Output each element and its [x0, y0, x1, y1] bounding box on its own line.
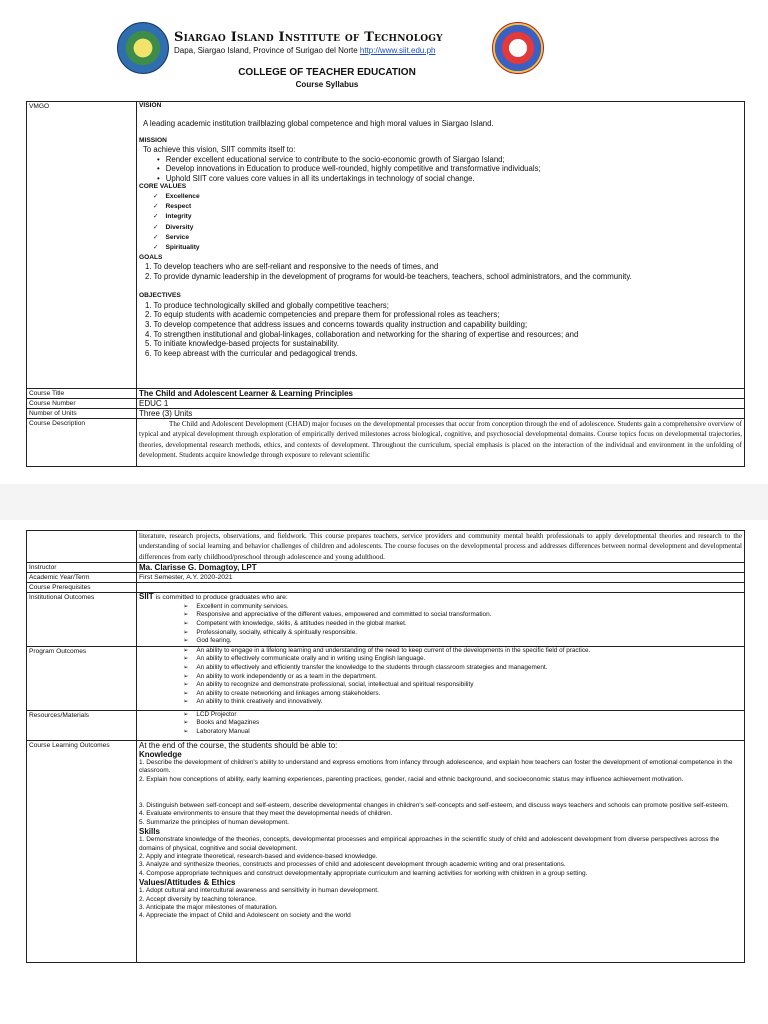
program-outcomes-label: Program Outcomes [27, 646, 137, 710]
course-number-value: EDUC 1 [137, 399, 745, 409]
io-intro-text: is committed to produce graduates who are: [153, 594, 288, 602]
course-description-cell [137, 419, 745, 467]
syllabus-page-1 [0, 0, 768, 484]
instructor-label: Instructor [27, 563, 137, 573]
objective-item: 1. To produce technologically skilled and globally competitive teachers; [145, 300, 389, 310]
prerequisites-label: Course Prerequisites [27, 583, 137, 593]
course-title-value: The Child and Adolescent Learner & Learning Principles [137, 389, 745, 399]
mission-item: • Render excellent educational service to contribute to the socio-economic growth of Siargao Island; [157, 155, 744, 165]
goal-item: 2. To provide dynamic leadership in the development of programs for would-be teachers, teachers, school administrators, and the community. [145, 271, 632, 281]
course-title-label: Course Title [27, 389, 137, 399]
address-text: Dapa, Siargao Island, Province of Surigao del Norte [174, 46, 358, 55]
school-name: Siargao Island Institute of Technology [174, 30, 443, 45]
program-outcome-item: ➢ An ability to think creatively and innovatively. [183, 698, 744, 707]
core-value-item: ✓ Respect [153, 202, 744, 212]
core-values-list [139, 192, 744, 254]
institutional-outcome-item: ➢ Excellent in community services. [183, 603, 744, 612]
program-outcomes-list [139, 647, 744, 707]
objective-item: 6. To keep abreast with the curricular and pedagogical trends. [145, 348, 358, 358]
school-address [174, 46, 436, 55]
core-value-item: ✓ Service [153, 233, 744, 243]
institutional-outcome-item: ➢ Responsive and appreciative of the different values, empowered and committed to social transformation. [183, 611, 744, 620]
knowledge-item: 1. Describe the development of children's ability to understand and express emotions from infancy through adolescence, and explain how teachers can foster the development of emotional competence in the classroom. [139, 759, 733, 775]
mission-intro: To achieve this vision, SIIT commits itself to: [143, 145, 296, 154]
resources-cell [137, 710, 745, 740]
resources-list [139, 711, 744, 737]
prerequisites-value [137, 583, 745, 593]
institutional-outcome-item: ➢ Competent with knowledge, skills, & attitudes needed in the global market. [183, 620, 744, 629]
units-label: Number of Units [27, 409, 137, 419]
value-item: 2. Accept diversity by teaching tolerance. [139, 895, 257, 903]
value-item: 3. Anticipate the major milestones of maturation. [139, 903, 278, 911]
vmgo-content [137, 102, 745, 389]
mission-item: • Uphold SIIT core values core values in all its undertakings in technology of social change. [157, 174, 744, 184]
skill-item: 2. Apply and integrate theoretical, research-based and evidence-based knowledge. [139, 852, 378, 860]
vision-text: A leading academic institution trailblazing global competence and high moral values in Siargao Island. [143, 118, 494, 128]
goals-title: GOALS [139, 253, 163, 261]
mission-title: MISSION [139, 136, 167, 144]
objectives-title: OBJECTIVES [139, 292, 181, 300]
knowledge-item: 2. Explain how conceptions of ability, early learning experiences, parenting practices, gender, racial and ethnic background, and socioeconomic status may influence achievement motivation. [139, 775, 684, 783]
program-outcome-item: ➢ An ability to create networking and linkages among stakeholders. [183, 690, 744, 699]
institutional-outcome-item: ➢ Professionally, socially, ethically & spiritually responsible. [183, 629, 744, 638]
objective-item: 3. To develop competence that address issues and concerns towards quality instruction and capability building; [145, 320, 528, 330]
course-number-label: Course Number [27, 399, 137, 409]
institutional-outcome-item: ➢ God fearing. [183, 637, 744, 646]
mission-list [139, 155, 744, 184]
program-outcome-item: ➢ An ability to work independently or as a team in the department. [183, 673, 744, 682]
resource-item: ➢ Laboratory Manual [183, 728, 744, 737]
course-description-continued [137, 531, 745, 563]
resource-item: ➢ LCD Projector [183, 711, 744, 720]
vmgo-label: VMGO [27, 102, 137, 389]
core-value-item: ✓ Diversity [153, 223, 744, 233]
goals-list [139, 262, 744, 281]
course-description-text-continued: literature, research projects, observations, and fieldwork. This course prepares teachers, service providers and community mental health professionals to apply developmental theories and research to the understanding of social learning and behavior challenges of children and adolescents. The course focuses on the developmental process and addresses differences between normal development and developmental differences from early childhood/preschool through adolescence and young adulthood. [139, 532, 742, 561]
values-title: Values/Attitudes & Ethics [139, 877, 236, 887]
knowledge-item: 4. Evaluate environments to ensure that they meet the developmental needs of children. [139, 810, 393, 818]
core-values-title: CORE VALUES [139, 183, 187, 191]
course-description-label: Course Description [27, 419, 137, 467]
siit-abbrev: SIIT [139, 592, 154, 602]
mission-item: • Develop innovations in Education to produce well-rounded, highly competitive and transformative individuals; [157, 164, 744, 174]
institutional-outcomes-intro [139, 593, 744, 603]
college-title: COLLEGE OF TEACHER EDUCATION [238, 67, 416, 78]
skills-title: Skills [139, 826, 160, 836]
institutional-outcomes-cell [137, 593, 745, 647]
clo-label: Course Learning Outcomes [27, 740, 137, 962]
institutional-outcomes-label: Institutional Outcomes [27, 593, 137, 647]
program-outcomes-cell [137, 646, 745, 710]
syllabus-table-bottom [26, 530, 745, 963]
program-outcome-item: ➢ An ability to effectively and efficiently transfer the knowledge to the students through classroom strategies and management. [183, 664, 744, 673]
program-outcome-item: ➢ An ability to recognize and demonstrate professional, social, intellectual and spiritual responsibility [183, 681, 744, 690]
program-outcome-item: ➢ An ability to effectively communicate orally and in writing using English language. [183, 655, 744, 664]
core-value-item: ✓ Spirituality [153, 243, 744, 253]
vision-title: VISION [139, 102, 162, 109]
resource-item: ➢ Books and Magazines [183, 719, 744, 728]
knowledge-item: 3. Distinguish between self-concept and self-esteem, describe developmental changes in children's self-concepts and self-esteem, and discuss ways teachers and schools can promote positive self-esteem. [139, 802, 729, 810]
objectives-list [139, 301, 744, 359]
document-title: Course Syllabus [295, 80, 359, 89]
objective-item: 5. To initiate knowledge-based projects for sustainability. [145, 339, 339, 349]
core-value-item: ✓ Integrity [153, 212, 744, 222]
objective-item: 4. To strengthen institutional and global-linkages, collaboration and networking for the sharing of expertise and resources; and [145, 329, 579, 339]
value-item: 1. Adopt cultural and intercultural awareness and sensitivity in human development. [139, 887, 379, 895]
clo-cell [137, 740, 745, 962]
objective-item: 2. To equip students with academic competencies and prepare them for professional roles as teachers; [145, 310, 500, 320]
goal-item: 1. To develop teachers who are self-reliant and responsive to the needs of times, and [145, 262, 439, 272]
skill-item: 3. Analyze and synthesize theories, constructs and processes of child and adolescent development through academic writing and oral presentations. [139, 861, 566, 869]
academic-year-label: Academic Year/Term [27, 573, 137, 583]
units-value: Three (3) Units [137, 409, 745, 419]
instructor-value: Ma. Clarisse G. Domagtoy, LPT [137, 563, 745, 573]
skill-item: 4. Compose appropriate techniques and construct developmentally appropriate curriculum and learning activities for working with children in a group setting. [139, 869, 588, 877]
program-outcome-item: ➢ An ability to engage in a lifelong learning and understanding of the need to keep current of the developments in the specific field of practice. [183, 647, 744, 656]
value-item: 4. Appreciate the impact of Child and Adolescent on society and the world [139, 912, 351, 920]
syllabus-table-top [26, 101, 745, 467]
resources-label: Resources/Materials [27, 710, 137, 740]
academic-year-value: First Semester, A.Y. 2020-2021 [137, 573, 745, 583]
syllabus-page-2 [0, 520, 768, 1024]
knowledge-title: Knowledge [139, 749, 182, 759]
core-value-item: ✓ Excellence [153, 192, 744, 202]
institutional-outcomes-list [139, 603, 744, 646]
page-gap [0, 484, 768, 520]
skill-item: 1. Demonstrate knowledge of the theories, concepts, developmental processes and empirical approaches in the scientific study of child and adolescent development from diverse perspectives across the domains of physical, cognitive and social development. [139, 836, 720, 852]
course-description-text: The Child and Adolescent Development (CHAD) major focuses on the developmental processes that occur from conception through the end of adolescence. Students gain a comprehensive overview of typical and atypical development through exploration of empirically derived milestones across biological, cognitive, and psychosocial developmental domains. Course topics focus on developmental trajectories, theories, developmental research methods, ethics, and contexts of development. Throughout the curriculum, special emphasis is placed on the interaction of the individual and environment in the unfolding of development. Students acquire knowledge through exposure to relevant scientific [139, 420, 742, 460]
website-link[interactable]: http://www.siit.edu.ph [359, 46, 436, 55]
clo-intro: At the end of the course, the students should be able to: [139, 740, 338, 750]
knowledge-item: 5. Summarize the principles of human development. [139, 818, 289, 826]
